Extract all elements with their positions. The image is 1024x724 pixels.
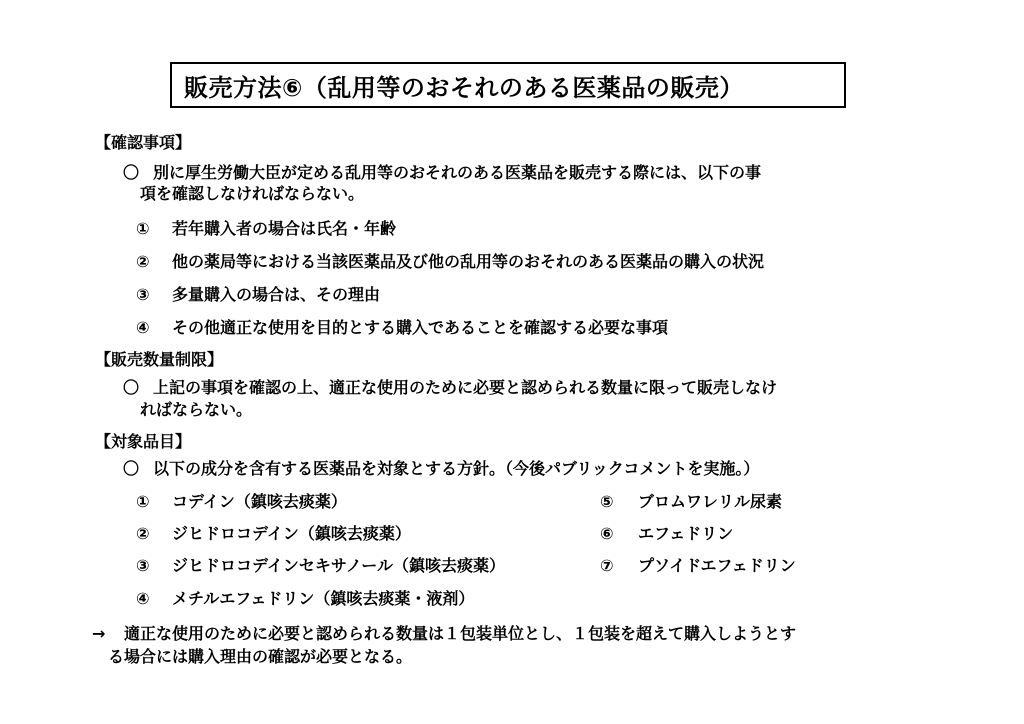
page-title: 販売方法⑥（乱用等のおそれのある医薬品の販売） <box>170 62 846 108</box>
item-number: ③ <box>136 556 150 575</box>
item-text: 他の薬局等における当該医薬品及び他の乱用等のおそれのある医薬品の購入の状況 <box>172 252 765 271</box>
item-number: ⑦ <box>600 556 614 575</box>
item-text: ジヒドロコデイン（鎮咳去痰薬） <box>172 524 411 543</box>
item-number: ② <box>136 252 150 271</box>
item-text: ブロムワレリル尿素 <box>638 492 783 511</box>
item-text: エフェドリン <box>638 524 734 543</box>
section-heading-quantity-limit: 【販売数量制限】 <box>95 350 224 369</box>
confirm-text-line2: 項を確認しなければならない。 <box>140 184 365 203</box>
item-number: ③ <box>136 285 150 304</box>
note-text-line1: 適正な使用のために必要と認められる数量は１包装単位とし、１包装を超えて購入しようとす <box>124 624 797 643</box>
item-number: ② <box>136 524 150 543</box>
item-number: ⑤ <box>600 492 614 511</box>
target-text-line1: 以下の成分を含有する医薬品を対象とする方針。（今後パブリックコメントを実施。） <box>153 459 760 478</box>
item-number: ⑥ <box>600 524 614 543</box>
arrow-icon: → <box>92 624 106 643</box>
note-text-line2: る場合には購入理由の確認が必要となる。 <box>108 647 413 666</box>
item-text: 多量購入の場合は、その理由 <box>172 285 381 304</box>
item-number: ① <box>136 219 150 238</box>
circle-bullet-icon: 〇 <box>123 163 140 182</box>
item-number: ④ <box>136 318 150 337</box>
item-number: ④ <box>136 589 150 608</box>
limit-text-line1: 上記の事項を確認の上、適正な使用のために必要と認められる数量に限って販売しなけ <box>153 378 778 397</box>
section-heading-confirm: 【確認事項】 <box>95 133 192 152</box>
item-text: プソイドエフェドリン <box>638 556 796 575</box>
item-text: その他適正な使用を目的とする購入であることを確認する必要な事項 <box>172 318 669 337</box>
item-text: メチルエフェドリン（鎮咳去痰薬・液剤） <box>172 589 475 608</box>
item-text: コデイン（鎮咳去痰薬） <box>172 492 347 511</box>
circle-bullet-icon: 〇 <box>123 459 140 478</box>
item-number: ① <box>136 492 150 511</box>
limit-text-line2: ればならない。 <box>140 400 253 419</box>
item-text: ジヒドロコデインセキサノール（鎮咳去痰薬） <box>172 556 505 575</box>
circle-bullet-icon: 〇 <box>123 378 140 397</box>
item-text: 若年購入者の場合は氏名・年齢 <box>172 219 397 238</box>
section-heading-target-items: 【対象品目】 <box>95 432 192 451</box>
confirm-text-line1: 別に厚生労働大臣が定める乱用等のおそれのある医薬品を販売する際には、以下の事 <box>153 163 762 182</box>
